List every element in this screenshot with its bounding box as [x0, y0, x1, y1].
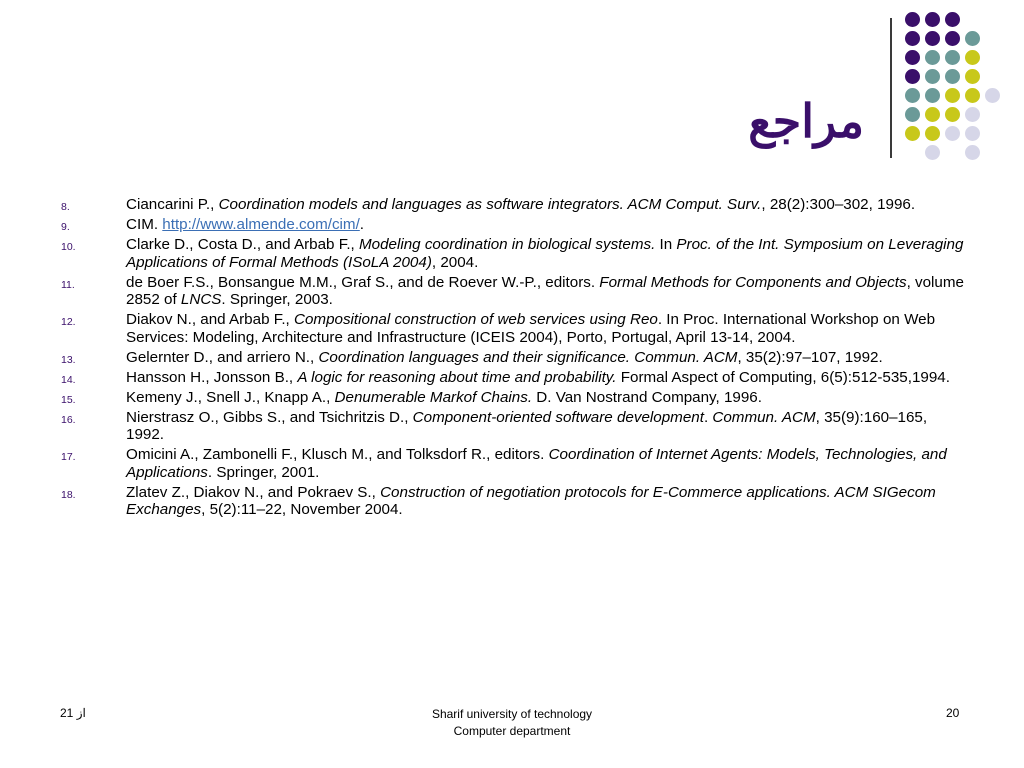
reference-number: 18. — [61, 488, 76, 501]
footer-department: Computer department — [453, 724, 571, 738]
reference-segment: Ciancarini P., — [126, 196, 219, 213]
reference-item — [58, 236, 968, 271]
reference-text — [126, 369, 950, 386]
reference-italic-segment: Component-oriented software development — [412, 408, 704, 426]
reference-segment: . In Proc. International Workshop on Web Services: Modeling, Architecture and Infrastructure (ICEIS 2004), Porto, Portugal, April 13-14, 2004. — [126, 311, 936, 346]
reference-number: 11. — [61, 278, 75, 291]
reference-item — [58, 389, 968, 407]
decorative-dot — [925, 12, 940, 27]
decorative-dot-grid — [905, 12, 1005, 172]
reference-item — [58, 311, 968, 346]
reference-number: 13. — [61, 353, 76, 366]
decorative-dot — [945, 69, 960, 84]
reference-italic-segment: Formal Methods for Components and Objects — [599, 273, 907, 291]
decorative-dot — [905, 88, 920, 103]
decorative-dot — [945, 31, 960, 46]
reference-segment: D. Van Nostrand Company, 1996. — [532, 388, 762, 406]
reference-segment: Clarke D., Costa D., and Arbab F., — [126, 235, 359, 253]
reference-number: 15. — [61, 393, 76, 406]
reference-italic-segment: Denumerable Markof Chains. — [334, 388, 533, 406]
reference-number: 8. — [61, 201, 70, 213]
decorative-dot — [965, 31, 980, 46]
reference-italic-segment: Coordination of Internet Agents: Models, Technologies, and Applications — [126, 446, 947, 481]
reference-italic-segment: Proc. of the Int. Symposium on Leveraging Applications of Formal Methods (ISoLA 2004) — [126, 235, 964, 271]
reference-item — [58, 369, 968, 387]
reference-item — [58, 349, 968, 367]
reference-segment: Hansson H., Jonsson B., — [126, 368, 298, 386]
reference-segment: , 28(2):300–302, 1996. — [761, 196, 916, 213]
reference-segment: Omicini A., Zambonelli F., Klusch M., and Tolksdorf R., editors. — [126, 446, 549, 464]
reference-text — [126, 274, 964, 309]
reference-segment: . — [703, 408, 713, 426]
reference-number: 9. — [61, 220, 70, 233]
reference-text — [126, 446, 947, 481]
reference-segment: , volume 2852 of — [126, 273, 964, 309]
decorative-dot — [925, 88, 940, 103]
reference-link[interactable]: http://www.almende.com/cim/ — [162, 215, 360, 233]
footer-institution — [0, 706, 1024, 740]
reference-segment: . Springer, 2003. — [221, 291, 333, 309]
decorative-dot — [905, 50, 920, 65]
slide-title: مراجع — [748, 94, 864, 148]
reference-italic-segment: Compositional construction of web services using Reo — [294, 311, 658, 329]
reference-item — [58, 409, 968, 444]
reference-italic-segment: Construction of negotiation protocols for E-Commerce applications. ACM SIGecom Exchanges — [126, 483, 936, 519]
reference-number: 16. — [61, 413, 76, 426]
reference-segment: de Boer F.S., Bonsangue M.M., Graf S., and de Roever W.-P., editors. — [126, 273, 600, 291]
reference-segment: In — [655, 235, 677, 253]
reference-segment: , 35(9):160–165, 1992. — [126, 408, 928, 444]
decorative-dot — [945, 12, 960, 27]
reference-segment: Formal Aspect of Computing, 6(5):512-535,1994. — [616, 368, 950, 386]
reference-segment: , 2004. — [431, 253, 479, 271]
reference-segment: Diakov N., and Arbab F., — [126, 311, 294, 329]
reference-number: 14. — [61, 373, 76, 386]
reference-segment: . Springer, 2001. — [207, 463, 320, 481]
reference-segment: Kemeny J., Snell J., Knapp A., — [126, 388, 335, 406]
reference-number: 12. — [61, 316, 76, 329]
reference-segment: CIM. — [126, 215, 163, 233]
decorative-dot — [925, 126, 940, 141]
title-divider — [890, 18, 892, 158]
reference-segment: Zlatev Z., Diakov N., and Pokraev S., — [126, 483, 381, 501]
reference-text — [126, 311, 935, 346]
reference-segment: Nierstrasz O., Gibbs S., and Tsichritzis D., — [126, 408, 413, 426]
decorative-dot — [945, 126, 960, 141]
reference-text — [126, 236, 963, 271]
reference-item — [58, 216, 968, 234]
reference-italic-segment: Modeling coordination in biological systems. — [358, 235, 656, 253]
decorative-dot — [905, 107, 920, 122]
reference-italic-segment: Commun. ACM — [712, 408, 816, 426]
reference-text — [126, 389, 762, 406]
reference-segment: , 35(2):97–107, 1992. — [737, 348, 883, 366]
reference-segment: . — [359, 215, 365, 233]
reference-item — [58, 446, 968, 481]
reference-italic-segment: Coordination models and languages as software integrators. ACM Comput. Surv. — [218, 196, 762, 213]
reference-italic-segment: A logic for reasoning about time and probability. — [297, 368, 617, 386]
decorative-dot — [925, 50, 940, 65]
decorative-dot — [945, 88, 960, 103]
footer-university: Sharif university of technology — [431, 707, 593, 721]
reference-italic-segment: Coordination languages and their significance. Commun. ACM — [318, 348, 738, 366]
decorative-dot — [965, 126, 980, 141]
reference-segment: Gelernter D., and arriero N., — [126, 348, 319, 366]
reference-item — [58, 274, 968, 309]
decorative-dot — [905, 31, 920, 46]
decorative-dot — [965, 69, 980, 84]
reference-segment: , 5(2):11–22, November 2004. — [201, 501, 403, 519]
decorative-dot — [945, 50, 960, 65]
reference-text — [126, 409, 927, 444]
decorative-dot — [905, 12, 920, 27]
reference-number: 17. — [61, 451, 76, 464]
reference-text — [126, 196, 915, 213]
reference-list — [58, 196, 968, 521]
footer-total-slides: 21 از — [60, 706, 86, 720]
decorative-dot — [905, 126, 920, 141]
decorative-dot — [925, 145, 940, 160]
decorative-dot — [945, 107, 960, 122]
decorative-dot — [925, 31, 940, 46]
reference-item — [58, 196, 968, 214]
footer-page-number: 20 — [946, 706, 960, 720]
reference-text — [126, 484, 936, 519]
reference-italic-segment: LNCS — [180, 291, 222, 309]
reference-number: 10. — [61, 240, 76, 253]
reference-text — [126, 349, 883, 366]
decorative-dot — [925, 107, 940, 122]
decorative-dot — [965, 50, 980, 65]
decorative-dot — [965, 107, 980, 122]
reference-text — [126, 216, 364, 233]
decorative-dot — [965, 88, 980, 103]
decorative-dot — [925, 69, 940, 84]
reference-item — [58, 484, 968, 519]
decorative-dot — [985, 88, 1000, 103]
decorative-dot — [965, 145, 980, 160]
decorative-dot — [905, 69, 920, 84]
